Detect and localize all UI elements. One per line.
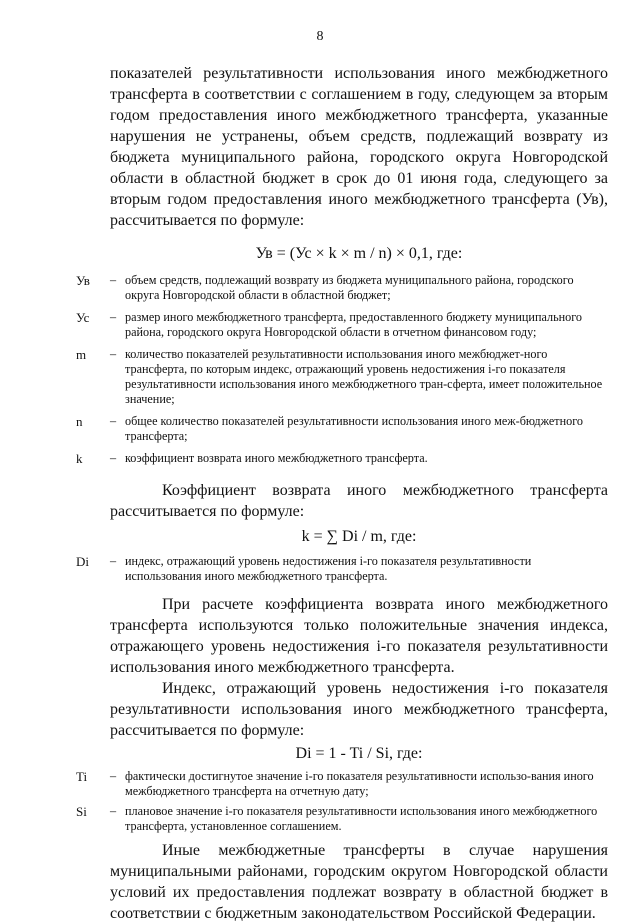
definition-text: плановое значение i-го показателя результативности использования иного межбюджетного трансферта, установленное соглашением. [125,804,598,833]
definition-symbol: n [76,414,83,429]
definition-item [76,554,608,584]
definition-text: фактически достигнутое значение i-го показателя результативности использо-вания иного межбюджетного трансферта на отчетную дату; [125,769,594,798]
definition-symbol: k [76,451,83,466]
definition-item [76,414,608,444]
definition-dash: – [110,273,117,287]
definition-text: объем средств, подлежащий возврату из бюджета муниципального района, городского округа Новгородской области в областной бюджет; [125,273,574,302]
definition-symbol: Ув [76,273,90,288]
definition-dash: – [110,347,117,361]
paragraph-1: показателей результативности использования иного межбюджетного трансферта в соответствии с соглашением в году, следующем за вторым годом предоставления иного межбюджетного трансферта, указанные нарушения не устранены, объем средств, подлежащий возврату из бюджета муниципального района, городского округа Новгородской области в областной бюджет в срок до 01 июня года, следующего за вторым годом предоставления иного межбюджетного трансферта (Ув), рассчитывается по формуле: [110,65,608,229]
paragraph-5: Иные межбюджетные трансферты в случае нарушения муниципальными районами, городским округом Новгородской области условий их предоставления подлежат возврату в областной бюджет в соответствии с бюджетным законодательством Российской Федерации. [110,842,608,922]
definition-dash: – [110,451,117,465]
definition-item [76,804,608,834]
document-body [76,63,608,924]
page-number: 8 [316,29,324,44]
definition-text: размер иного межбюджетного трансферта, предоставленного бюджету муниципального района, городского округа Новгородской области в отчетном финансовом году; [125,310,583,339]
definition-symbol: Ti [76,769,88,784]
definition-text: индекс, отражающий уровень недостижения i-го показателя результативности использования иного межбюджетного трансферта. [125,554,532,583]
definition-symbol: Ус [76,310,90,325]
definitions-3 [76,769,608,834]
definition-dash: – [110,804,117,818]
definition-dash: – [110,414,117,428]
definition-dash: – [110,769,117,783]
definition-text: общее количество показателей результативности использования иного меж-бюджетного трансферта; [125,414,584,443]
definitions-1 [76,273,608,466]
definition-item [76,451,608,466]
definition-symbol: Si [76,804,87,819]
definition-symbol: m [76,347,87,362]
formula-index: Di = 1 - Ti / Si, где: [295,745,423,762]
definition-text: количество показателей результативности использования иного межбюджет-ного трансферта, по которым индекс, отражающий уровень недостижения i-го показателя результативности использования иного межбюджетного тран-сферта, имеет положительное значение; [125,347,603,406]
definition-item [76,769,608,799]
definitions-2 [76,554,608,584]
formula-return-volume: Ув = (Ус × k × m / n) × 0,1, где: [255,245,463,262]
definition-item [76,273,608,303]
definition-dash: – [110,310,117,324]
definition-item [76,347,608,407]
definition-symbol: Di [76,554,89,569]
paragraph-2: Коэффициент возврата иного межбюджетного трансферта рассчитывается по формуле: [110,482,608,520]
definition-item [76,310,608,340]
paragraph-3: При расчете коэффициента возврата иного межбюджетного трансферта используются только положительные значения индекса, отражающего уровень недостижения i-го показателя результативности использования иного межбюджетного трансферта. [110,596,608,676]
formula-coefficient: k = ∑ Di / m, где: [301,528,417,545]
definition-dash: – [110,554,117,568]
paragraph-4: Индекс, отражающий уровень недостижения i-го показателя результативности использования иного межбюджетного трансферта, рассчитывается по формуле: [110,680,608,739]
definition-text: коэффициент возврата иного межбюджетного трансферта. [125,451,428,465]
